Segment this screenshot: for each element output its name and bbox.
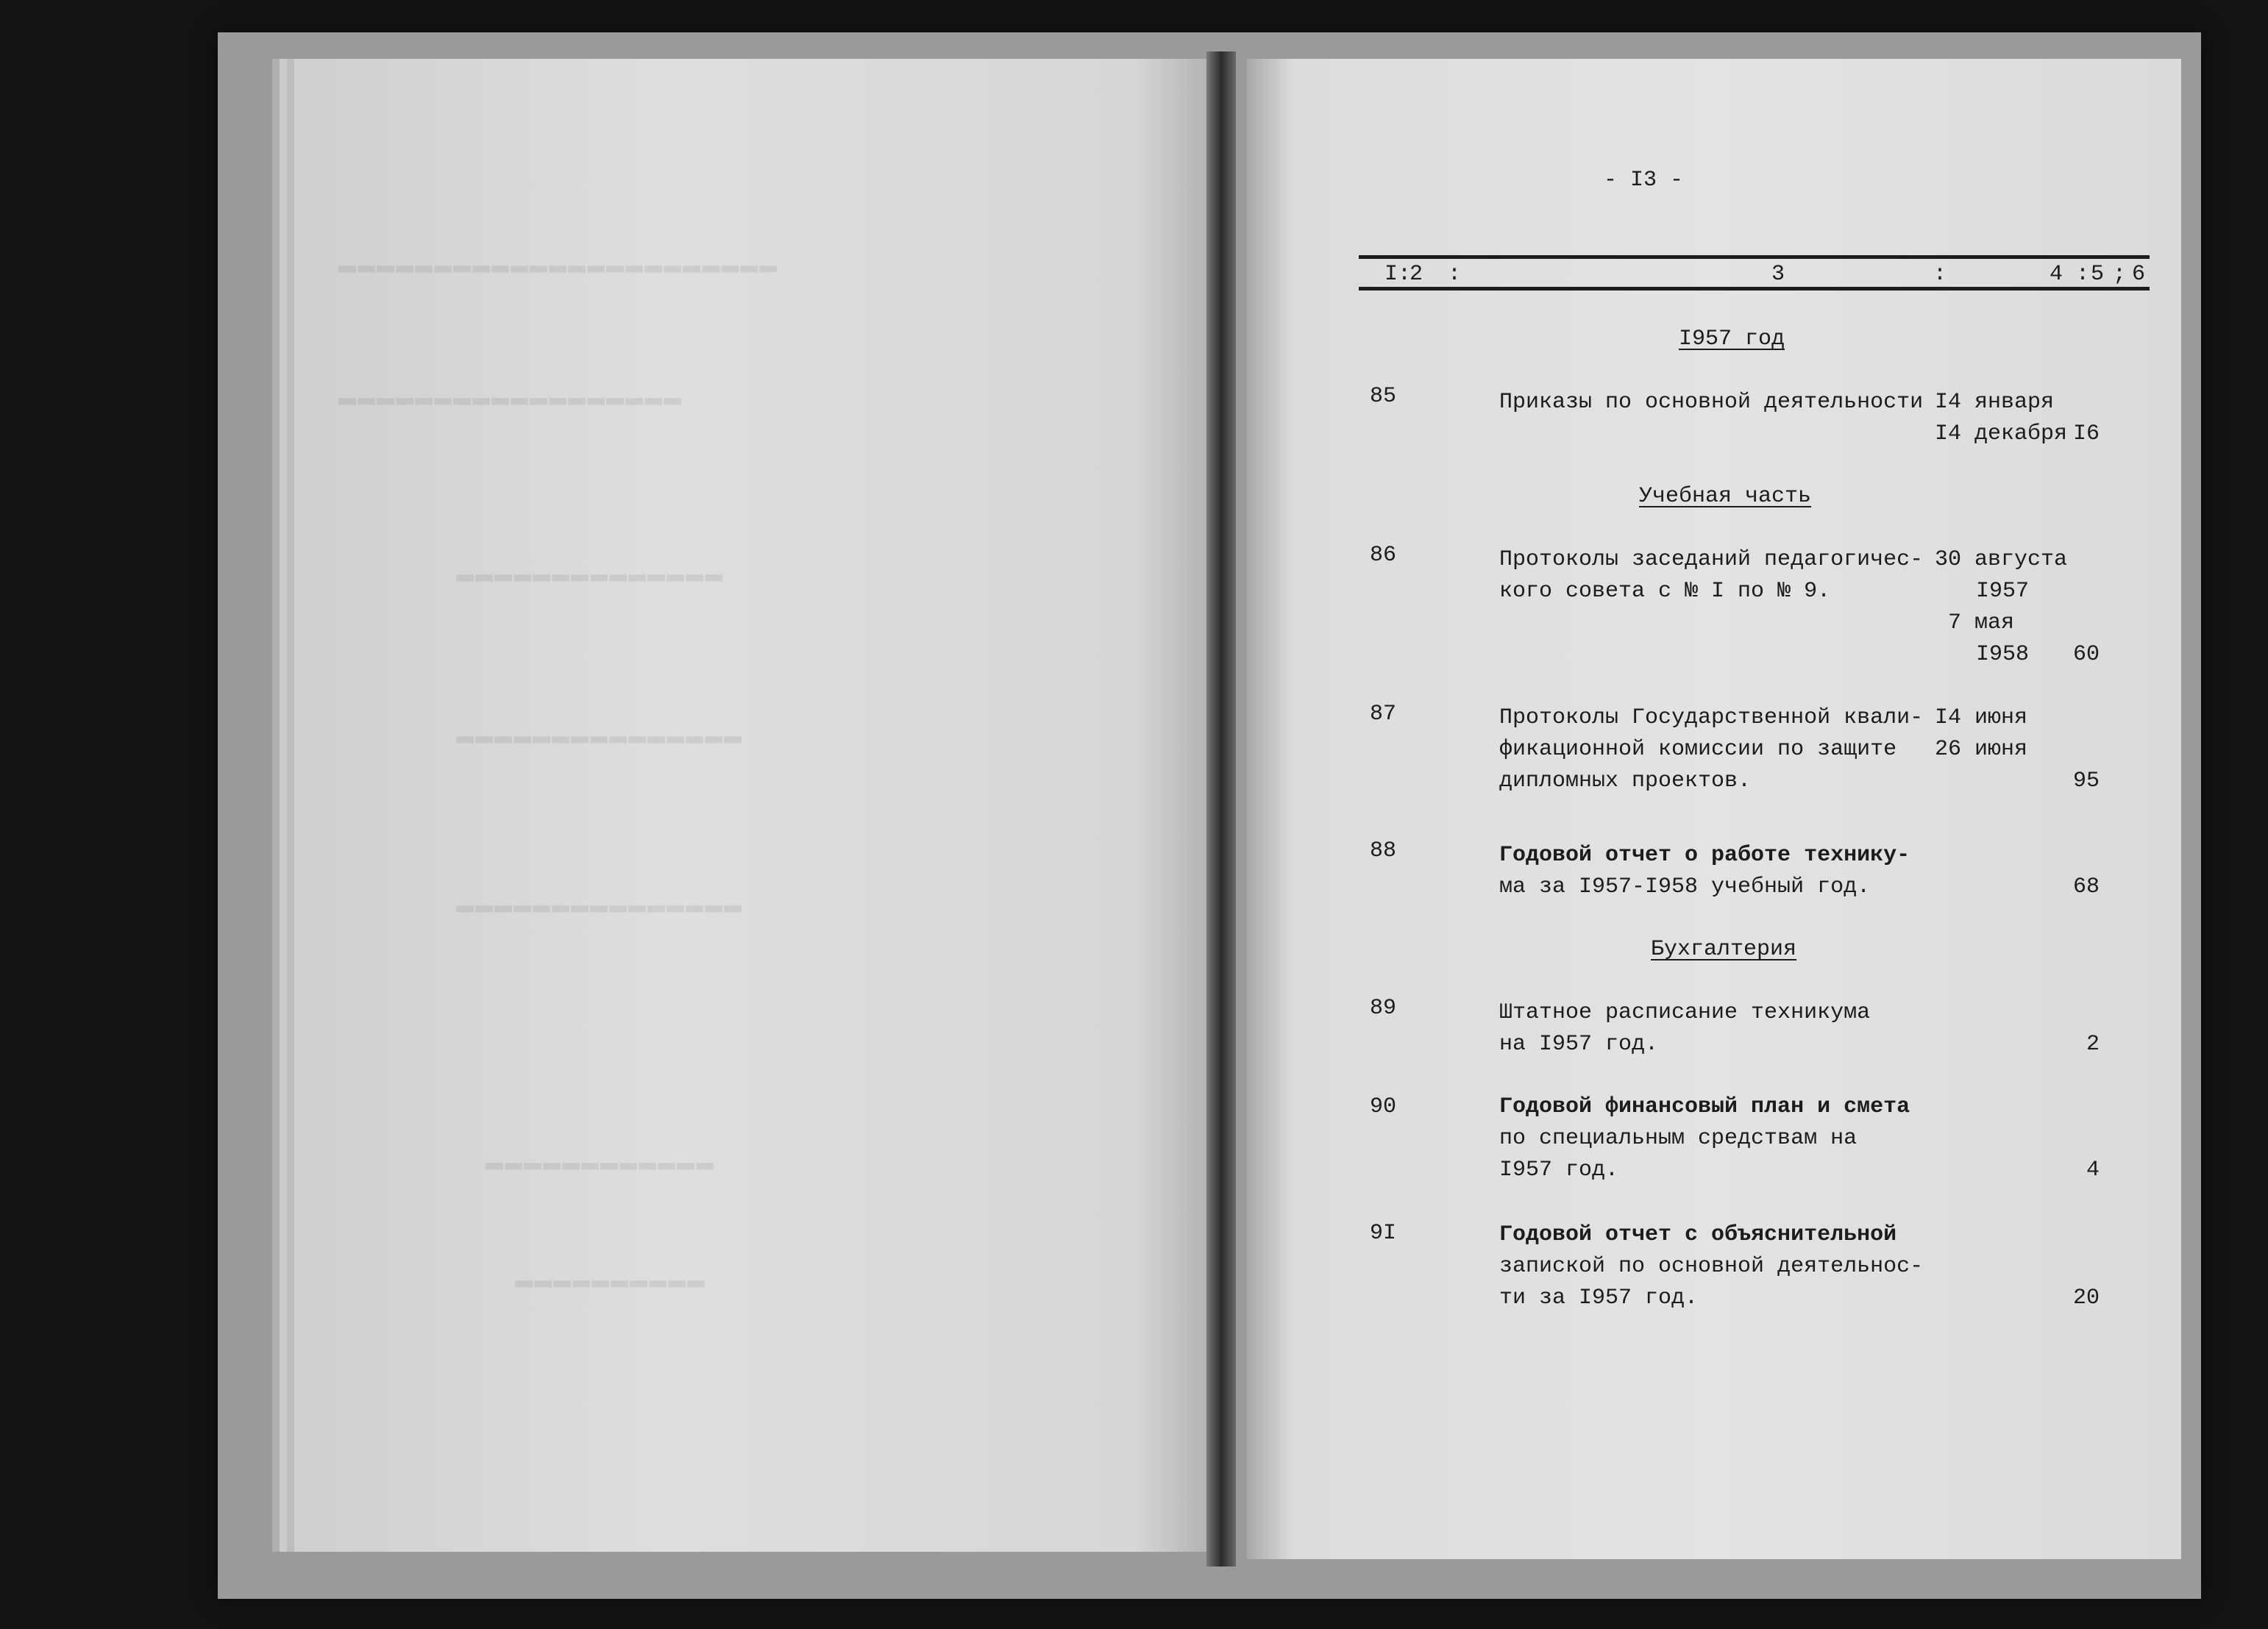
- entry-number: 90: [1370, 1094, 1397, 1119]
- left-page-blank: [294, 59, 1229, 1552]
- show-through-text: ▬▬▬▬▬▬▬▬▬▬▬▬▬▬▬▬▬▬▬▬▬▬▬: [338, 250, 779, 283]
- entry-sheets: 95: [2073, 769, 2100, 794]
- col-header-6: 6: [2132, 262, 2146, 287]
- entry-title: ти за I957 год.: [1499, 1286, 1699, 1311]
- header-top-rule: [1359, 255, 2150, 259]
- entry-title: Годовой отчет о работе технику-: [1499, 843, 1910, 868]
- entry-date: 30 августа: [1935, 547, 2068, 572]
- col-header-2: 2: [1409, 262, 1423, 287]
- page-number: - I3 -: [1604, 168, 1684, 193]
- show-through-text: ▬▬▬▬▬▬▬▬▬▬▬▬▬▬▬: [456, 890, 744, 923]
- col-header-4: 4: [2050, 262, 2063, 287]
- entry-title: Приказы по основной деятельности: [1499, 390, 1924, 415]
- entry-date: 7 мая: [1948, 610, 2015, 635]
- entry-date: 26 июня: [1935, 737, 2028, 762]
- entry-sheets: 2: [2086, 1032, 2100, 1057]
- section-heading-academic: Учебная часть: [1639, 484, 1812, 509]
- entry-title: Годовой отчет с объяснительной: [1499, 1222, 1897, 1247]
- entry-sheets: 4: [2086, 1158, 2100, 1183]
- entry-title: Протоколы заседаний педагогичес-: [1499, 547, 1924, 572]
- entry-sheets: 20: [2073, 1286, 2100, 1311]
- entry-sheets: 68: [2073, 874, 2100, 899]
- col-header-sep: :: [1933, 262, 1947, 287]
- col-header-sep: :: [2076, 262, 2090, 287]
- entry-title: Штатное расписание техникума: [1499, 1000, 1871, 1025]
- entry-title: дипломных проектов.: [1499, 769, 1752, 794]
- entry-title: ма за I957-I958 учебный год.: [1499, 874, 1871, 899]
- show-through-text: ▬▬▬▬▬▬▬▬▬▬: [515, 1265, 707, 1298]
- entry-title: Протоколы Государственной квали-: [1499, 705, 1924, 730]
- col-header-sep: ;: [2113, 262, 2127, 287]
- section-heading-year: I957 год: [1679, 327, 1785, 352]
- entry-number: 89: [1370, 996, 1397, 1021]
- col-header-sep: :: [1448, 262, 1462, 287]
- entry-date: I958: [1976, 642, 2030, 667]
- entry-title: на I957 год.: [1499, 1032, 1659, 1057]
- entry-sheets: 60: [2073, 642, 2100, 667]
- entry-number: 87: [1370, 702, 1397, 727]
- entry-number: 86: [1370, 543, 1397, 568]
- show-through-text: ▬▬▬▬▬▬▬▬▬▬▬▬▬▬▬: [456, 721, 744, 754]
- entry-number: 88: [1370, 838, 1397, 863]
- entry-title: кого совета с № I по № 9.: [1499, 579, 1831, 604]
- entry-title: запиской по основной деятельнос-: [1499, 1254, 1924, 1279]
- col-header-3: 3: [1771, 262, 1785, 287]
- entry-number: 9I: [1370, 1221, 1397, 1246]
- entry-date: I4 июня: [1935, 705, 2028, 730]
- col-header-1: I: [1384, 262, 1398, 287]
- header-bottom-rule: [1359, 287, 2150, 290]
- entry-date: I4 января: [1935, 390, 2055, 415]
- show-through-text: ▬▬▬▬▬▬▬▬▬▬▬▬▬▬▬▬▬▬: [338, 382, 683, 416]
- section-heading-accounting: Бухгалтерия: [1651, 937, 1797, 962]
- book-spine: [1206, 51, 1236, 1566]
- entry-number: 85: [1370, 384, 1397, 409]
- show-through-text: ▬▬▬▬▬▬▬▬▬▬▬▬: [486, 1147, 716, 1180]
- entry-date: I957: [1976, 579, 2030, 604]
- entry-title: I957 год.: [1499, 1158, 1619, 1183]
- col-header-5: 5: [2091, 262, 2105, 287]
- entry-title: фикационной комиссии по защите: [1499, 737, 1897, 762]
- entry-sheets: I6: [2073, 421, 2100, 446]
- show-through-text: ▬▬▬▬▬▬▬▬▬▬▬▬▬▬: [456, 559, 725, 592]
- entry-date: I4 декабря: [1935, 421, 2068, 446]
- entry-title: по специальным средствам на: [1499, 1126, 1858, 1151]
- col-header-sep: :: [1398, 262, 1412, 287]
- entry-title: Годовой финансовый план и смета: [1499, 1094, 1910, 1119]
